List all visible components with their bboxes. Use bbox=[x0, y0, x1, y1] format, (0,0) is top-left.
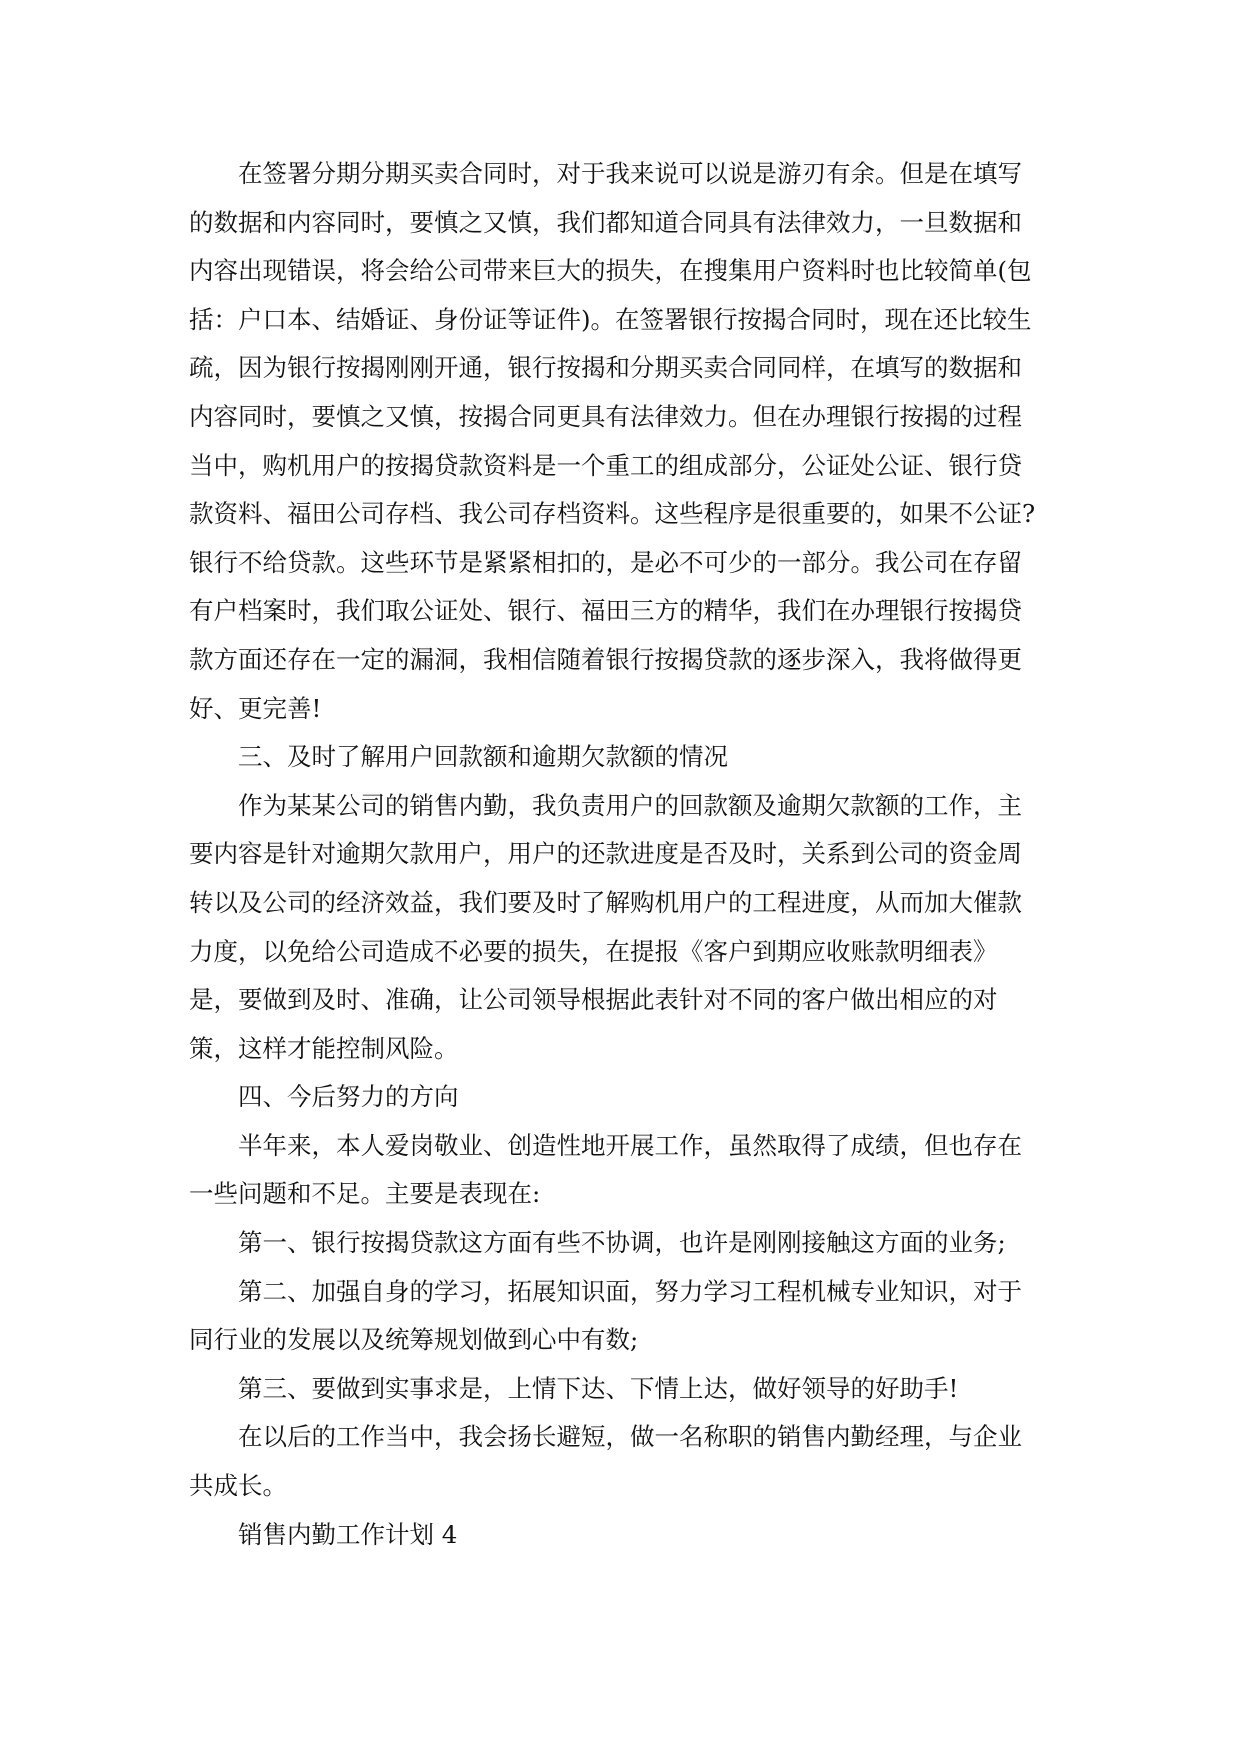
text-line: 同行业的发展以及统筹规划做到心中有数; bbox=[189, 1325, 639, 1355]
text-line: 转以及公司的经济效益，我们要及时了解购机用户的工程进度，从而加大催款 bbox=[189, 887, 1022, 917]
text-line: 力度，以免给公司造成不必要的损失，在提报《客户到期应收账款明细表》 bbox=[189, 936, 998, 966]
text-line: 要内容是针对逾期欠款用户，用户的还款进度是否及时，关系到公司的资金周 bbox=[189, 839, 1022, 869]
text-line: 销售内勤工作计划 4 bbox=[238, 1519, 458, 1549]
text-line: 的数据和内容同时，要慎之又慎，我们都知道合同具有法律效力，一旦数据和 bbox=[189, 207, 1022, 237]
text-line: 内容出现错误，将会给公司带来巨大的损失，在搜集用户资料时也比较简单(包 bbox=[189, 256, 1032, 286]
text-line: 策，这样才能控制风险。 bbox=[189, 1033, 459, 1063]
text-line: 款资料、福田公司存档、我公司存档资料。这些程序是很重要的，如果不公证? bbox=[189, 499, 1036, 529]
text-line: 好、更完善! bbox=[189, 693, 322, 723]
text-line: 一些问题和不足。主要是表现在: bbox=[189, 1179, 541, 1209]
text-line: 有户档案时，我们取公证处、银行、福田三方的精华，我们在办理银行按揭贷 bbox=[189, 596, 1022, 626]
text-line: 在以后的工作当中，我会扬长避短，做一名称职的销售内勤经理，与企业 bbox=[238, 1422, 1022, 1452]
text-line: 款方面还存在一定的漏洞，我相信随着银行按揭贷款的逐步深入，我将做得更 bbox=[189, 644, 1022, 674]
text-line: 四、今后努力的方向 bbox=[238, 1082, 459, 1112]
text-line: 半年来，本人爱岗敬业、创造性地开展工作，虽然取得了成绩，但也存在 bbox=[238, 1130, 1022, 1160]
text-line: 当中，购机用户的按揭贷款资料是一个重工的组成部分，公证处公证、银行贷 bbox=[189, 450, 1022, 480]
text-line: 内容同时，要慎之又慎，按揭合同更具有法律效力。但在办理银行按揭的过程 bbox=[189, 401, 1022, 431]
document-body bbox=[189, 150, 1049, 1559]
text-line: 银行不给贷款。这些环节是紧紧相扣的，是必不可少的一部分。我公司在存留 bbox=[189, 547, 1022, 577]
text-line: 第二、加强自身的学习，拓展知识面，努力学习工程机械专业知识，对于 bbox=[238, 1276, 1022, 1306]
text-line: 疏，因为银行按揭刚刚开通，银行按揭和分期买卖合同同样，在填写的数据和 bbox=[189, 353, 1022, 383]
text-line: 在签署分期分期买卖合同时，对于我来说可以说是游刃有余。但是在填写 bbox=[238, 159, 1022, 188]
text-line: 三、及时了解用户回款额和逾期欠款额的情况 bbox=[238, 742, 728, 772]
text-line: 第一、银行按揭贷款这方面有些不协调，也许是刚刚接触这方面的业务; bbox=[238, 1228, 1006, 1258]
text-line: 作为某某公司的销售内勤，我负责用户的回款额及逾期欠款额的工作，主 bbox=[238, 790, 1022, 820]
text-line: 第三、要做到实事求是，上情下达、下情上达，做好领导的好助手! bbox=[238, 1373, 959, 1403]
text-line: 是，要做到及时、准确，让公司领导根据此表针对不同的客户做出相应的对 bbox=[189, 985, 998, 1015]
text-line: 括：户口本、结婚证、身份证等证件)。在签署银行按揭合同时，现在还比较生 bbox=[189, 304, 1032, 334]
text-line: 共成长。 bbox=[189, 1471, 287, 1501]
